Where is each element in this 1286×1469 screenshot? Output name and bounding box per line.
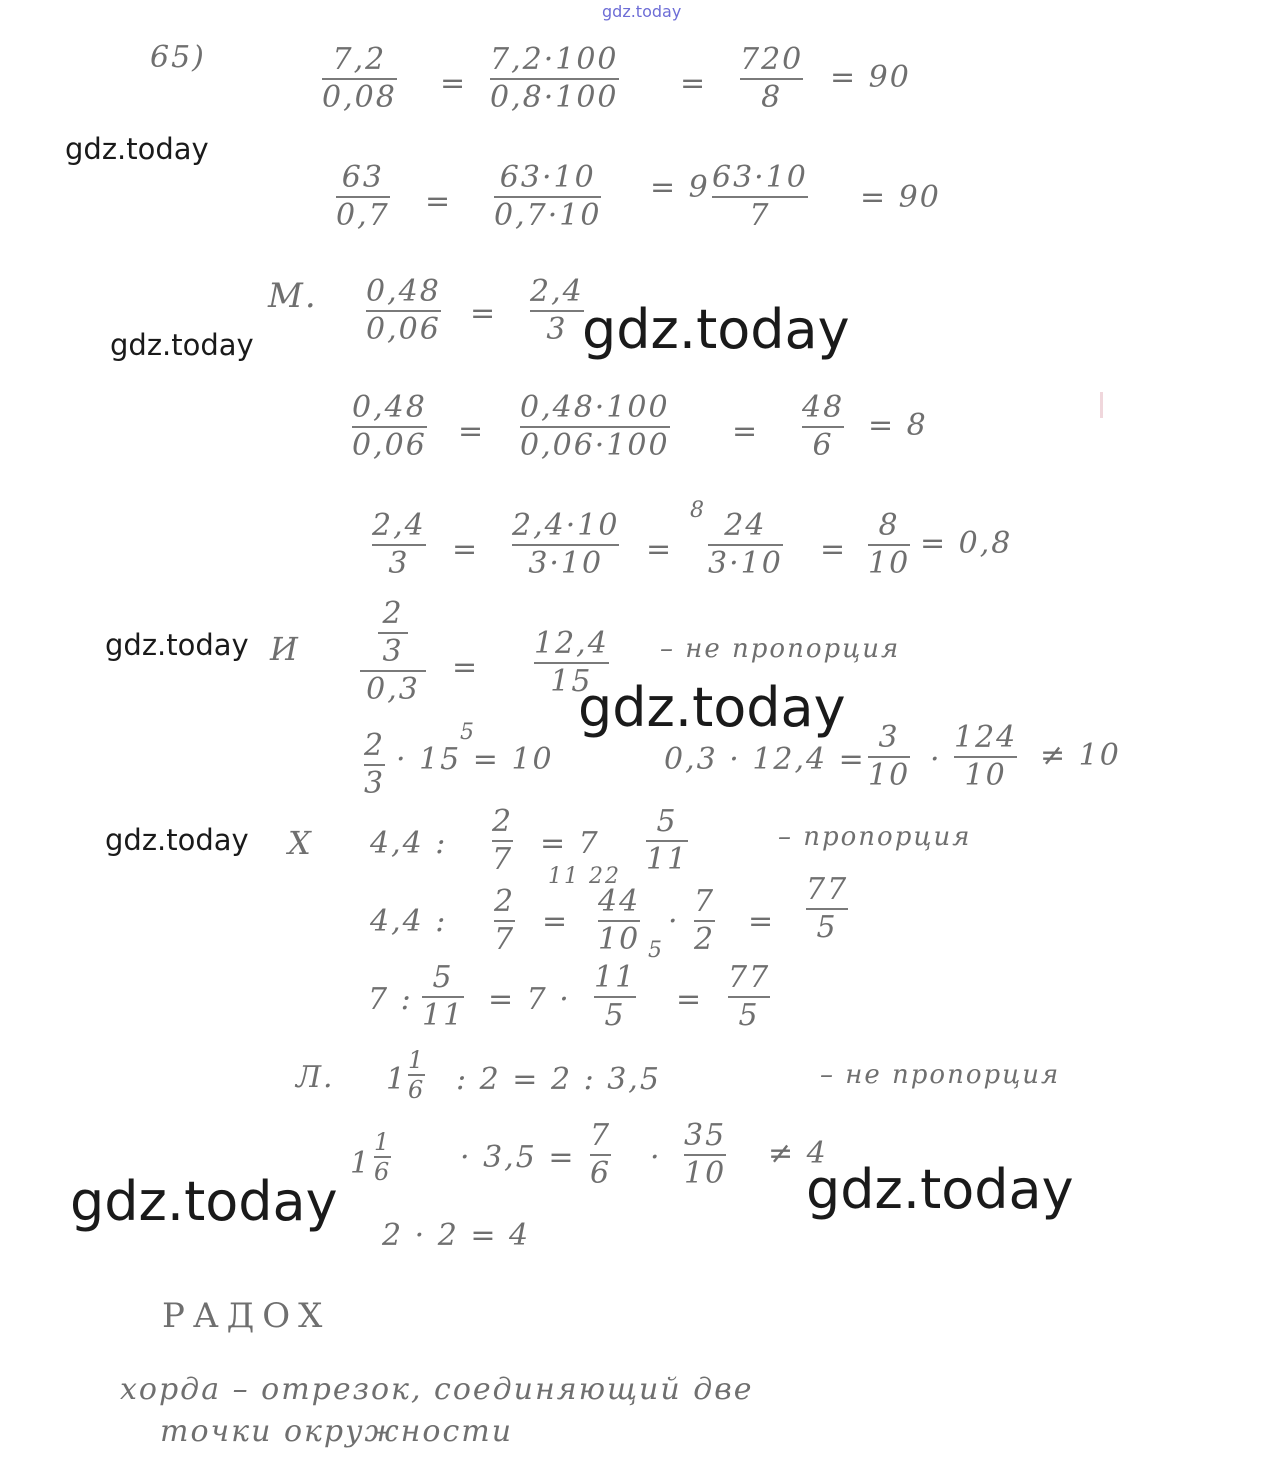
watermark: gdz.today xyxy=(578,676,846,739)
fraction: 48 6 xyxy=(802,390,845,463)
dot: · xyxy=(650,1140,662,1175)
calculation: · 15 = 10 xyxy=(396,742,554,777)
fraction: 2,4 3 xyxy=(530,274,584,347)
fraction: 124 10 xyxy=(954,720,1018,793)
calculation: · 3,5 = xyxy=(460,1140,576,1175)
fraction: 0,48 0,06 xyxy=(366,274,441,347)
fraction: 0,48 0,06 xyxy=(352,390,427,463)
fraction: 7,2·100 0,8·100 xyxy=(490,42,619,115)
fraction: 720 8 xyxy=(740,42,804,115)
fraction: 2,4 3 xyxy=(372,508,426,581)
fraction: 11 5 xyxy=(594,960,637,1033)
definition-line: точки окружности xyxy=(160,1414,514,1449)
dot: · xyxy=(668,904,680,939)
fraction: 7,2 0,08 xyxy=(322,42,397,115)
equals-sign: = xyxy=(820,532,848,567)
calculation: 0,3 · 12,4 = xyxy=(664,742,866,777)
small-annotation: 5 xyxy=(460,720,476,745)
small-annotation: 11 22 xyxy=(548,864,621,889)
result: = 90 xyxy=(830,60,911,95)
calculation: = 7 · xyxy=(488,982,571,1017)
note: – не пропорция xyxy=(660,634,901,664)
problem-number: 65) xyxy=(150,40,206,75)
fraction: 7 6 xyxy=(590,1118,612,1191)
result: ≠ 10 xyxy=(1040,738,1121,773)
fraction: 63·10 7 xyxy=(712,160,808,233)
watermark: gdz.today xyxy=(806,1158,1074,1221)
fraction: 2 7 xyxy=(492,804,514,877)
equals-sign: = xyxy=(452,532,480,567)
watermark: gdz.today xyxy=(110,328,254,362)
fraction: 8 10 xyxy=(868,508,911,581)
margin-mark xyxy=(1100,392,1103,418)
equals-sign: = xyxy=(646,532,674,567)
equals-sign: = xyxy=(440,66,468,101)
note: – пропорция xyxy=(778,822,972,852)
equals-sign: = xyxy=(732,414,760,449)
calculation: 4,4 : xyxy=(370,904,448,939)
calculation: 2 · 2 = 4 xyxy=(382,1218,531,1253)
section-label: Х xyxy=(288,824,313,862)
fraction: 1 6 xyxy=(408,1046,426,1104)
equals-sign: = xyxy=(542,904,570,939)
fraction: 35 10 xyxy=(684,1118,727,1191)
fraction: 2 7 xyxy=(494,884,516,957)
calculation: = 7 xyxy=(540,826,600,861)
result: = 0,8 xyxy=(920,526,1013,561)
small-annotation: 5 xyxy=(648,938,664,963)
section-label: И xyxy=(270,630,300,668)
complex-fraction: 2 3 0,3 xyxy=(360,596,426,708)
equals-sign: = xyxy=(676,982,704,1017)
whole-part: 1 xyxy=(386,1062,408,1097)
whole-part: 1 xyxy=(350,1146,372,1181)
result: = 90 xyxy=(860,180,941,215)
result: = 8 xyxy=(868,408,928,443)
watermark: gdz.today xyxy=(70,1170,338,1233)
watermark: gdz.today xyxy=(582,298,850,361)
fraction: 3 10 xyxy=(868,720,911,793)
fraction: 63 0,7 xyxy=(336,160,390,233)
equals-sign: = 9 xyxy=(650,170,710,205)
equals-sign: = xyxy=(425,184,453,219)
fraction: 7 2 xyxy=(694,884,716,957)
calculation: 7 : xyxy=(368,982,413,1017)
fraction: 24 3·10 xyxy=(708,508,783,581)
watermark: gdz.today xyxy=(105,628,249,662)
small-annotation: 8 xyxy=(690,498,706,523)
fraction: 2 3 xyxy=(364,728,386,801)
watermark: gdz.today xyxy=(65,132,209,166)
calculation: 4,4 : xyxy=(370,826,448,861)
definition-line: хорда – отрезок, соединяющий две xyxy=(120,1372,754,1407)
dot: · xyxy=(930,742,942,777)
fraction: 44 10 xyxy=(598,884,641,957)
fraction: 2,4·10 3·10 xyxy=(512,508,620,581)
equals-sign: = xyxy=(470,296,498,331)
section-label: Л. xyxy=(296,1060,335,1095)
note: – не пропорция xyxy=(820,1060,1061,1090)
fraction: 12,4 15 xyxy=(534,626,609,699)
watermark: gdz.today xyxy=(105,823,249,857)
equals-sign: = xyxy=(748,904,776,939)
section-label: M. xyxy=(268,276,318,316)
result: ≠ 4 xyxy=(768,1136,828,1171)
fraction: 77 5 xyxy=(728,960,771,1033)
watermark-top: gdz.today xyxy=(602,2,682,21)
fraction: 63·10 0,7·10 xyxy=(494,160,602,233)
fraction: 5 11 xyxy=(422,960,465,1033)
fraction: 1 6 xyxy=(374,1128,392,1186)
equals-sign: = xyxy=(452,650,480,685)
calculation: : 2 = 2 : 3,5 xyxy=(456,1062,661,1097)
fraction: 0,48·100 0,06·100 xyxy=(520,390,670,463)
equals-sign: = xyxy=(458,414,486,449)
heading-word: РАДОХ xyxy=(162,1296,331,1336)
fraction: 77 5 xyxy=(806,872,849,945)
fraction: 5 11 xyxy=(646,804,689,877)
equals-sign: = xyxy=(680,66,708,101)
